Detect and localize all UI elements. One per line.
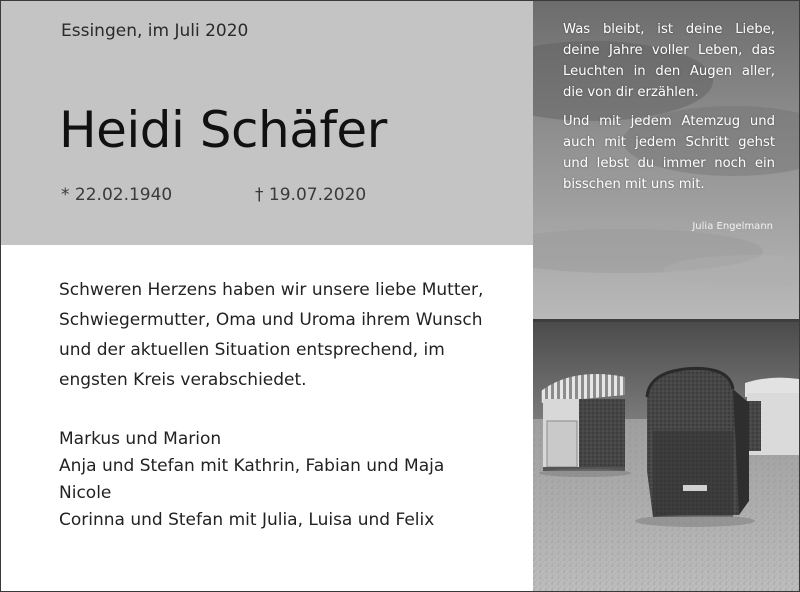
family-line: Markus und Marion (59, 429, 222, 449)
beach-chair-main (647, 368, 749, 517)
poem-author: Julia Engelmann (692, 221, 773, 232)
announcement-text: Schweren Herzens haben wir unsere liebe Mutter, Schwiegermutter, Oma und Uroma ihrem Wunsch und der aktuellen Situation entsprechend, im engsten Kreis verabschiedet. (59, 280, 484, 390)
deceased-name: Heidi Schäfer (59, 101, 387, 159)
header-panel (1, 1, 533, 245)
place-date: Essingen, im Juli 2020 (61, 21, 249, 41)
beach-chair-left (541, 374, 625, 471)
family-list (59, 426, 444, 534)
death-date: † 19.07.2020 (255, 185, 367, 205)
family-line: Corinna und Stefan mit Julia, Luisa und Felix (59, 510, 435, 530)
poem (563, 19, 775, 203)
beach-photo (533, 1, 799, 591)
family-line: Nicole (59, 483, 112, 503)
poem-stanza: Und mit jedem Atemzug und auch mit jedem Schritt gehst und lebst du immer noch ein bisschen mit uns mit. (563, 114, 775, 192)
beach-chair-right (745, 378, 799, 455)
poem-stanza: Was bleibt, ist deine Liebe, deine Jahre voller Leben, das Leuchten in den Augen aller, die von dir erzählen. (563, 22, 775, 100)
family-line: Anja und Stefan mit Kathrin, Fabian und Maja (59, 456, 445, 476)
birth-date: * 22.02.1940 (61, 185, 173, 205)
